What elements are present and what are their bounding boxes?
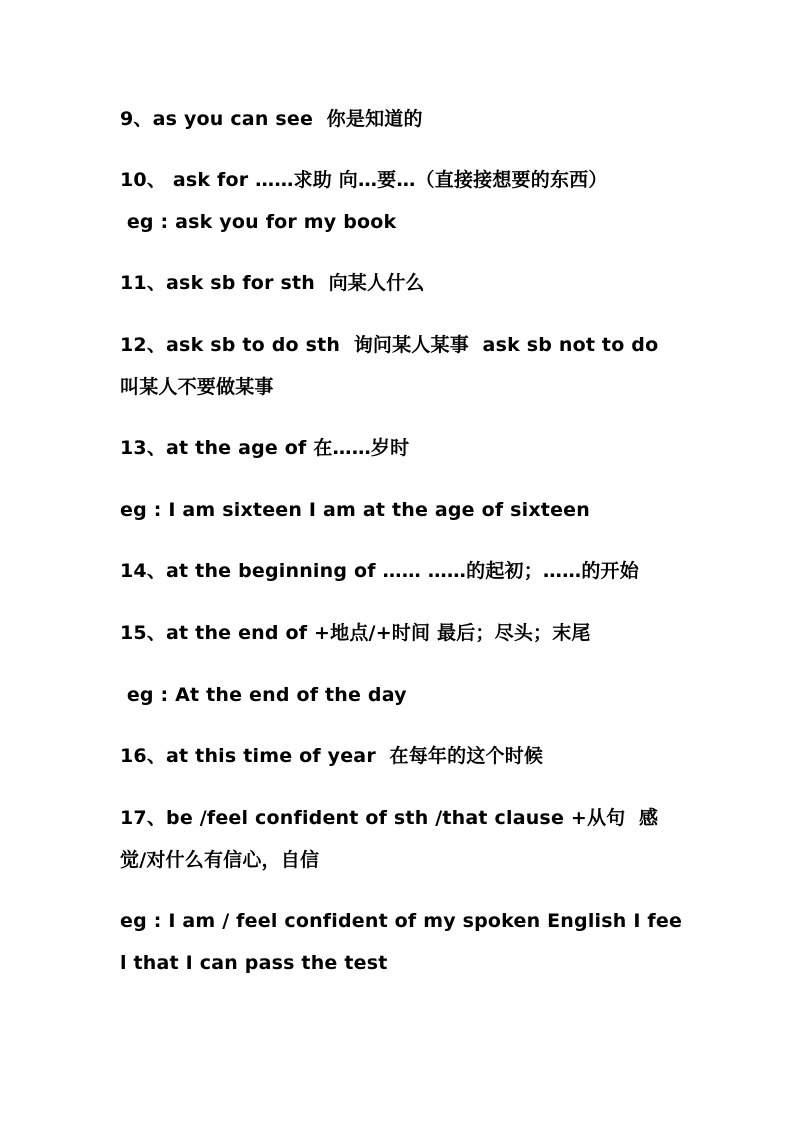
entry-14: 14、at the beginning of …… ……的起初；……的开始 <box>120 560 639 582</box>
entry-13: 13、at the age of 在……岁时 <box>120 437 410 459</box>
entry-10: 10、 ask for ……求助 向…要…（直接接想要的东西） <box>120 169 608 191</box>
entry-13-example: eg : I am sixteen I am at the age of sixteen <box>120 499 590 521</box>
entry-17-example-continued: l that I can pass the test <box>120 952 388 974</box>
entry-12: 12、ask sb to do sth 询问某人某事 ask sb not to do <box>120 334 659 356</box>
entry-12-continued: 叫某人不要做某事 <box>120 376 274 398</box>
entry-9: 9、as you can see 你是知道的 <box>120 108 423 130</box>
entry-15: 15、at the end of +地点/+时间 最后；尽头；末尾 <box>120 622 591 644</box>
entry-15-example: eg : At the end of the day <box>120 684 407 706</box>
entry-16: 16、at this time of year 在每年的这个时候 <box>120 745 544 767</box>
entry-17: 17、be /feel confident of sth /that clause +从句 感 <box>120 807 659 829</box>
entry-17-example: eg : I am / feel confident of my spoken English I fee <box>120 910 683 932</box>
entry-11: 11、ask sb for sth 向某人什么 <box>120 272 425 294</box>
entry-17-continued: 觉/对什么有信心，自信 <box>120 849 320 871</box>
entry-10-example: eg : ask you for my book <box>120 211 397 233</box>
